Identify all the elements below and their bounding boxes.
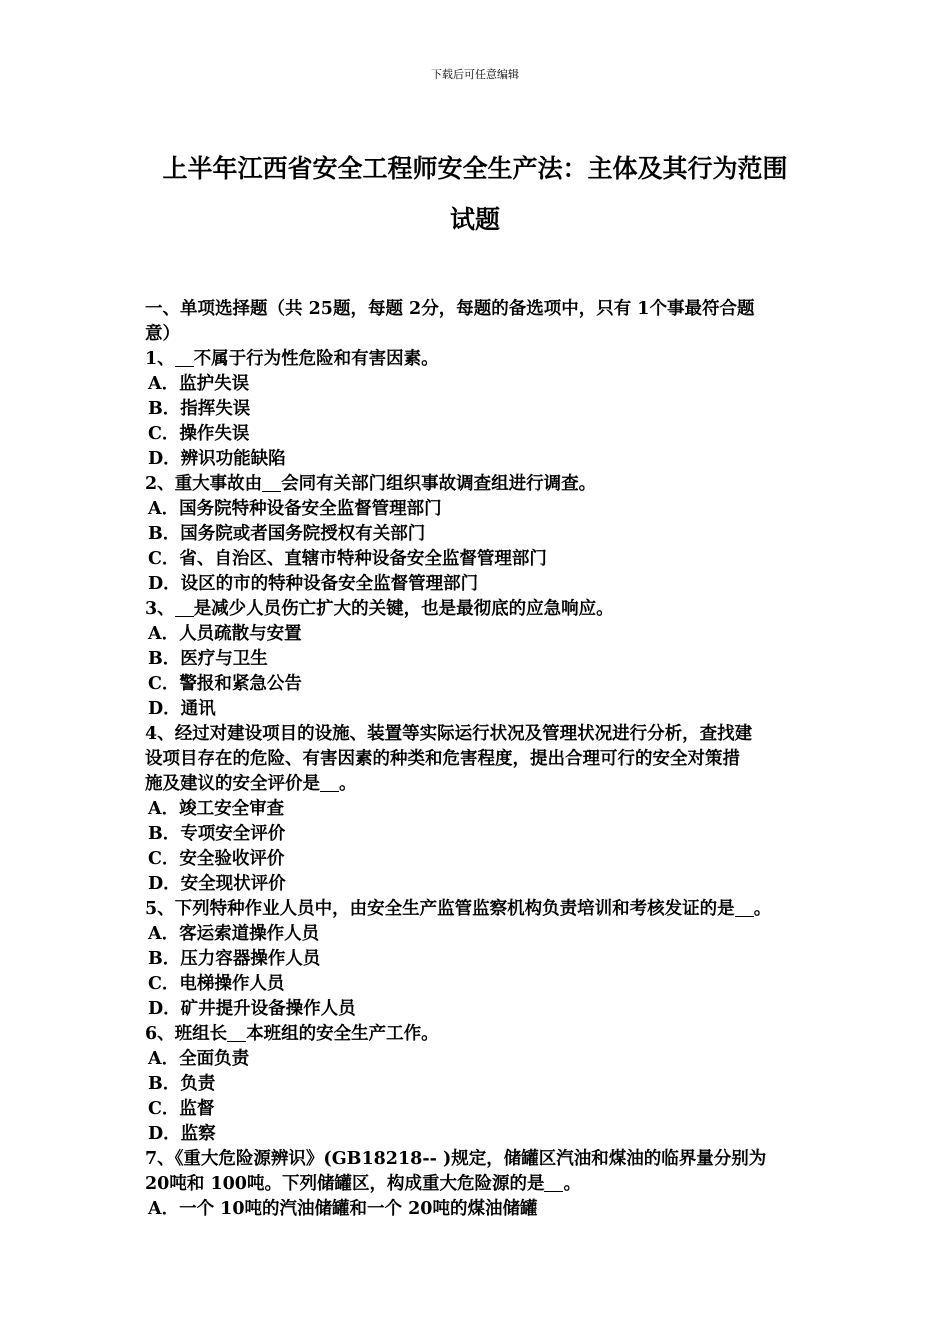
question-4-cont: 施及建议的安全评价是 。 [145,774,357,794]
option-b: B．负责 [148,1074,216,1094]
option-b: B．医疗与卫生 [148,649,268,669]
answer-blank [262,473,281,492]
option-a: A．全面负责 [148,1049,250,1069]
question-1: 1、 不属于行为性危险和有害因素。 [145,349,439,369]
question-7-cont: 20吨和 100吨。下列储罐区，构成重大危险源的是 。 [145,1174,581,1194]
option-b: B．国务院或者国务院授权有关部门 [148,524,426,544]
option-d: D．安全现状评价 [148,874,286,894]
option-a: A．一个 10吨的汽油储罐和一个 20吨的煤油储罐 [148,1199,538,1219]
question-6: 6、班组长 本班组的安全生产工作。 [145,1024,439,1044]
option-d: D．设区的市的特种设备安全监督管理部门 [148,574,479,594]
header-note: 下载后可任意编辑 [431,68,519,81]
option-c: C．安全验收评价 [148,849,285,869]
answer-blank [320,773,339,792]
document-title-line2: 试题 [449,205,500,234]
option-a: A．竣工安全审查 [148,799,285,819]
option-a: A．人员疏散与安置 [148,624,302,644]
option-c: C．监督 [148,1099,215,1119]
option-c: C．操作失误 [148,424,250,444]
question-4: 4、经过对建设项目的设施、装置等实际运行状况及管理状况进行分析，查找建 [145,724,753,744]
option-a: A．客运索道操作人员 [148,924,320,944]
question-7: 7、《重大危险源辨识》(GB18218-- )规定，储罐区汽油和煤油的临界量分别为 [145,1149,767,1169]
option-d: D．监察 [148,1124,216,1144]
option-b: B．专项安全评价 [148,824,286,844]
answer-blank [175,348,194,367]
option-b: B．指挥失误 [148,399,251,419]
section-heading-cont: 意） [145,324,180,344]
document-title-line1: 上半年江西省安全工程师安全生产法：主体及其行为范围 [162,154,788,183]
section-heading: 一、单项选择题（共 25题，每题 2分，每题的备选项中，只有 1个事最符合题 [145,299,755,319]
question-5: 5、下列特种作业人员中，由安全生产监管监察机构负责培训和考核发证的是 。 [145,899,772,919]
answer-blank [735,898,754,917]
option-c: C．省、自治区、直辖市特种设备安全监督管理部门 [148,549,547,569]
answer-blank [227,1023,246,1042]
option-a: A．国务院特种设备安全监督管理部门 [148,499,442,519]
question-3: 3、 是减少人员伤亡扩大的关键，也是最彻底的应急响应。 [145,599,614,619]
answer-blank [544,1173,563,1192]
question-2: 2、重大事故由 会同有关部门组织事故调查组进行调查。 [145,474,597,494]
option-c: C．警报和紧急公告 [148,674,302,694]
answer-blank [175,598,194,617]
option-b: B．压力容器操作人员 [148,949,321,969]
option-d: D．辨识功能缺陷 [148,449,286,469]
option-d: D．通讯 [148,699,216,719]
option-c: C．电梯操作人员 [148,974,285,994]
option-d: D．矿井提升设备操作人员 [148,999,356,1019]
option-a: A．监护失误 [148,374,250,394]
question-4-cont: 设项目存在的危险、有害因素的种类和危害程度，提出合理可行的安全对策措 [145,749,740,769]
question-content [145,297,815,1222]
